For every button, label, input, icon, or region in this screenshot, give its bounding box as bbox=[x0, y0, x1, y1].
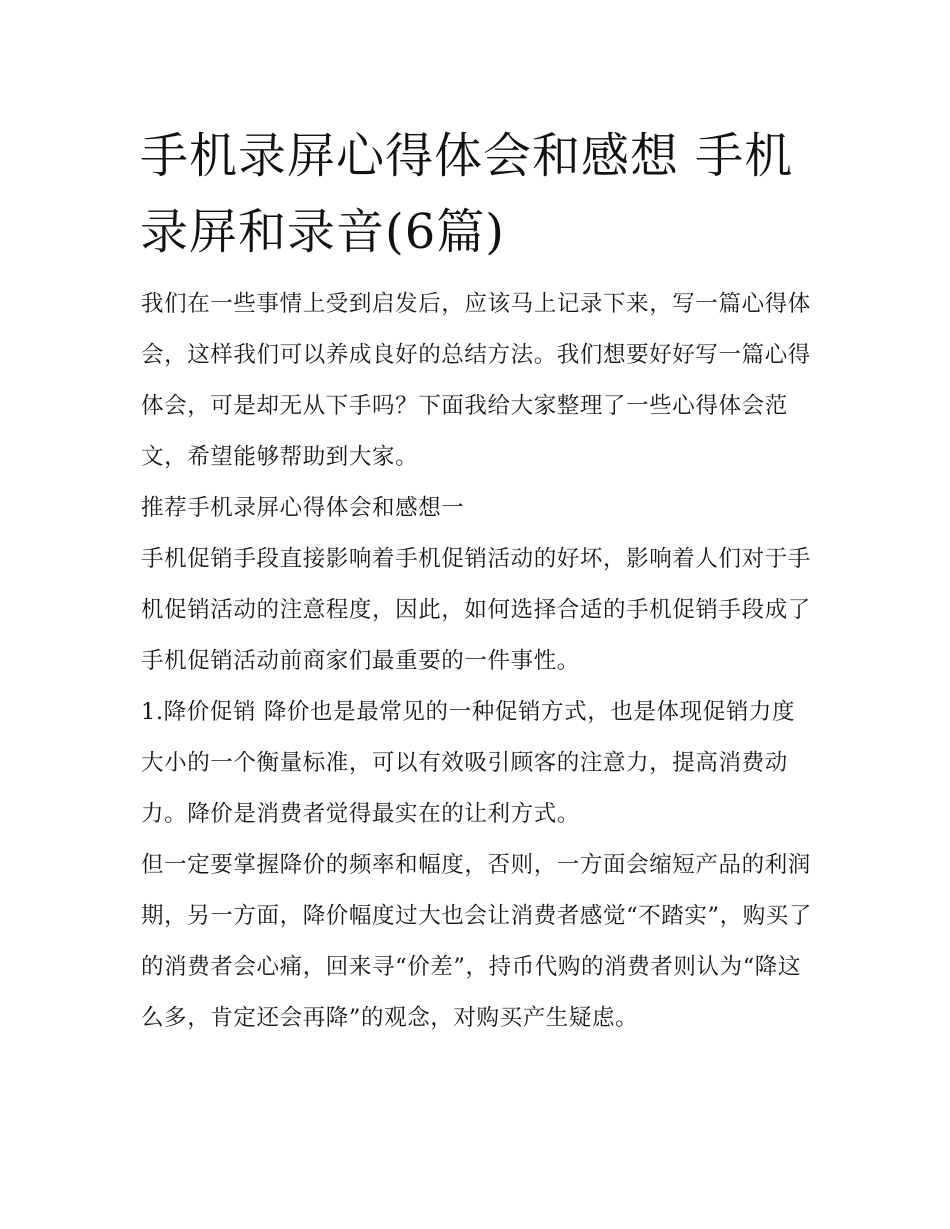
document-title: 手机录屏心得体会和感想 手机录屏和录音(6篇) bbox=[140, 128, 794, 260]
intro-paragraph: 我们在一些事情上受到启发后，应该马上记录下来，写一篇心得体会，这样我们可以养成良好的总结方法。我们想要好好写一篇心得体会，可是却无从下手吗？下面我给大家整理了一些心得体会范文，希望能够帮助到大家。 bbox=[141, 291, 811, 470]
list-item-price-cut: 1.降价促销 降价也是最常见的一种促销方式，也是体现促销力度大小的一个衡量标准，可以有效吸引顾客的注意力，提高消费动力。降价是消费者觉得最实在的让利方式。 bbox=[141, 699, 796, 827]
body-paragraph: 手机促销手段直接影响着手机促销活动的好坏，影响着人们对于手机促销活动的注意程度，因此，如何选择合适的手机促销手段成了手机促销活动前商家们最重要的一件事性。 bbox=[141, 546, 811, 674]
section-heading: 推荐手机录屏心得体会和感想一 bbox=[141, 495, 465, 521]
body-paragraph: 但一定要掌握降价的频率和幅度，否则，一方面会缩短产品的利润期，另一方面，降价幅度过大也会让消费者感觉“不踏实”，购买了的消费者会心痛，回来寻“价差”，持币代购的消费者则认为“降这么多，肯定还会再降”的观念，对购买产生疑虑。 bbox=[141, 852, 813, 1031]
document-body bbox=[141, 279, 813, 1044]
